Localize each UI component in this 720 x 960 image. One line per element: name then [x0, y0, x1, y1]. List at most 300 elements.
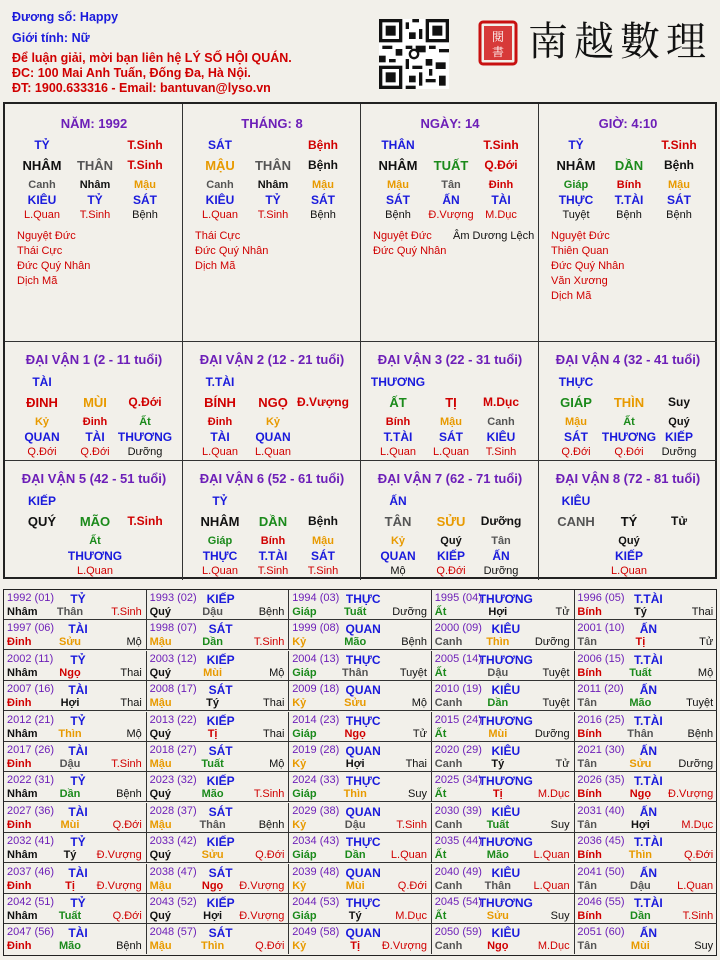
pillar-chi: THÂN [254, 158, 292, 173]
year-chi: Mão [629, 697, 652, 710]
year-label: 2002 (11) [7, 652, 54, 665]
pillar-can: NHÂM [378, 158, 418, 173]
year-cell [289, 620, 432, 650]
hidden-phase: Q.Đới [614, 446, 644, 458]
year-can: Nhâm [7, 606, 38, 618]
year-chi: Dậu [59, 758, 81, 770]
year-phase: Mộ [411, 697, 427, 710]
year-cell [432, 590, 575, 620]
year-chi: Tý [633, 606, 647, 618]
hidden-stem: Quý [618, 535, 640, 547]
pillar-phase-mid: Bệnh [308, 158, 338, 172]
year-phase: Suy [550, 910, 570, 922]
year-can: Canh [434, 636, 463, 649]
year-can: Nhâm [7, 788, 38, 801]
hidden-phase: Bệnh [666, 209, 692, 221]
year-label: 2016 (25) [577, 713, 625, 726]
year-phase: Q.Đới [683, 849, 714, 862]
hidden-star: TÀI [491, 193, 511, 207]
hidden-stem: Đinh [488, 179, 514, 191]
year-star: T.TÀI [634, 652, 663, 667]
year-star: TÀI [68, 865, 88, 880]
spirit-extra: Âm Dương Lệch [453, 230, 535, 242]
year-chi: Hợi [203, 910, 223, 922]
year-phase: T.Sinh [111, 758, 142, 770]
year-star: QUAN [345, 926, 381, 941]
year-phase: L.Quan [677, 879, 714, 892]
year-star: SÁT [208, 865, 233, 880]
pillar-cell [5, 104, 183, 342]
hidden-stem: Kỷ [265, 416, 281, 428]
year-chi: Mão [59, 940, 81, 953]
hidden-phase: L.Quan [610, 565, 648, 577]
hidden-phase: T.Sinh [485, 446, 517, 458]
year-phase: Tử [555, 758, 570, 770]
year-star: THỰC [345, 652, 381, 667]
pillar-title: NĂM: 1992 [60, 116, 128, 131]
year-label: 2006 (15) [577, 652, 625, 665]
hidden-stem: Đinh [82, 416, 108, 428]
year-label: 1999 (08) [292, 622, 340, 635]
year-star: KIẾP [206, 835, 235, 850]
year-star: ẤN [639, 622, 658, 637]
pillar-phase-top: T.Sinh [127, 138, 163, 152]
year-chi: Ngọ [59, 666, 81, 679]
year-phase: Đ.Vượng [96, 849, 142, 862]
year-star: THỰC [345, 896, 381, 910]
year-phase: Tuyệt [686, 697, 714, 710]
year-phase: M.Dục [537, 940, 570, 953]
year-label: 2014 (23) [292, 713, 340, 726]
spirit-star: Văn Xương [551, 275, 608, 287]
hidden-star: THƯƠNG [117, 430, 173, 444]
year-can: Canh [434, 818, 463, 831]
hidden-phase: Tuyệt [562, 209, 590, 221]
year-label: 2039 (48) [292, 865, 340, 878]
chart-panel [3, 102, 717, 579]
year-phase: Dưỡng [534, 636, 570, 649]
year-star: KIẾP [206, 774, 235, 789]
pillar-cell [183, 104, 361, 342]
dai-van-title: ĐẠI VẬN 3 (22 - 31 tuổi) [377, 352, 523, 367]
dai-van-title: ĐẠI VẬN 7 (62 - 71 tuổi) [377, 471, 523, 486]
year-cell [289, 772, 432, 802]
year-can: Mậu [149, 697, 172, 710]
dai-van-state: Bệnh [308, 514, 338, 528]
year-label: 2024 (33) [292, 774, 340, 787]
year-star: TÀI [68, 926, 88, 941]
hidden-stem: Ất [139, 416, 151, 428]
dai-van-cell [361, 342, 539, 461]
year-label: 2031 (40) [577, 804, 625, 817]
year-phase: M.Dục [537, 788, 570, 801]
year-can: Bính [577, 606, 602, 618]
spirit-star: Thiên Quan [551, 245, 609, 257]
hidden-star: KIÊU [27, 193, 57, 207]
hidden-stem: Mậu [134, 179, 156, 191]
year-chi: Tị [492, 788, 503, 801]
hidden-star: QUAN [255, 430, 291, 444]
pillar-title: NGÀY: 14 [420, 116, 480, 131]
hidden-star: QUAN [24, 430, 60, 444]
hidden-phase: Dưỡng [483, 565, 519, 577]
year-star: TÀI [68, 744, 88, 758]
dai-van-title: ĐẠI VẬN 2 (12 - 21 tuổi) [199, 352, 345, 367]
year-star: TÀI [68, 804, 88, 819]
year-can: Giáp [292, 788, 317, 801]
year-label: 2044 (53) [292, 896, 340, 908]
year-can: Đinh [7, 758, 32, 770]
year-label: 2034 (43) [292, 835, 340, 848]
year-phase: Q.Đới [255, 849, 285, 862]
year-chi: Sửu [486, 910, 509, 922]
year-cell [574, 833, 717, 863]
year-label: 2041 (50) [577, 865, 625, 878]
spirit-star: Dịch Mã [195, 260, 236, 272]
year-cell [4, 833, 147, 863]
year-label: 2022 (31) [7, 774, 55, 787]
year-chi: Tý [491, 758, 505, 770]
year-cell [574, 590, 717, 620]
year-star: QUAN [345, 744, 381, 758]
year-star: QUAN [345, 865, 381, 880]
pillar-phase-top: Bệnh [308, 138, 338, 152]
year-phase: M.Dục [395, 910, 427, 922]
hidden-star: TỶ [87, 193, 103, 207]
hidden-phase: T.Sinh [257, 565, 289, 577]
year-phase: Tuyệt [542, 697, 570, 710]
spirit-star: Nguyệt Đức [373, 230, 432, 242]
year-label: 2051 (60) [577, 926, 625, 939]
hidden-star: KIÊU [486, 430, 516, 444]
dai-van-chi: THÌN [613, 395, 645, 410]
dai-van-star: THƯƠNG [370, 375, 426, 389]
hidden-phase: Bệnh [385, 209, 411, 221]
year-star: KIÊU [491, 622, 521, 637]
year-phase: Đ.Vượng [239, 879, 285, 892]
year-label: 2001 (10) [577, 622, 625, 635]
brand-char: 南 [528, 19, 574, 65]
year-can: Kỷ [292, 940, 307, 953]
year-chi: Mùi [60, 818, 80, 831]
dai-van-chi: NGỌ [258, 395, 288, 410]
year-cell [432, 712, 575, 742]
dai-van-chi: MÙI [83, 395, 107, 410]
year-phase: Tử [412, 727, 427, 740]
year-can: Bính [577, 910, 602, 922]
year-label: 2005 (14) [434, 652, 482, 665]
year-star: QUAN [345, 622, 381, 637]
hidden-phase: Bệnh [132, 209, 158, 221]
dai-van-can: ĐINH [26, 395, 58, 410]
year-cell [574, 620, 717, 650]
dai-van-star: KIÊU [561, 494, 591, 508]
year-label: 1994 (03) [292, 592, 340, 604]
dai-van-state: Suy [667, 395, 691, 409]
year-cell [432, 742, 575, 772]
pillar-chi: THÂN [76, 158, 114, 173]
year-star: SÁT [208, 744, 233, 758]
hidden-stem: Canh [28, 179, 56, 191]
year-phase: L.Quan [390, 849, 427, 862]
year-label: 2047 (56) [7, 926, 55, 939]
year-label: 2026 (35) [577, 774, 625, 787]
year-chi: Tý [348, 910, 362, 922]
year-star: T.TÀI [634, 592, 663, 606]
year-label: 1996 (05) [577, 592, 625, 604]
hidden-stem: Bính [260, 535, 286, 547]
year-star: KIÊU [491, 744, 521, 758]
year-label: 2020 (29) [434, 744, 482, 756]
year-label: 2010 (19) [434, 683, 482, 696]
year-star: TÀI [68, 683, 88, 698]
year-label: 2023 (32) [149, 774, 197, 787]
hidden-star: KIÊU [205, 193, 235, 207]
year-can: Ất [434, 910, 447, 922]
pillar-can: NHÂM [22, 158, 62, 173]
year-phase: Bệnh [116, 940, 142, 953]
year-cell [147, 924, 290, 954]
year-can: Kỷ [292, 818, 307, 831]
year-cell [432, 894, 575, 924]
pillar-phase-mid: Bệnh [664, 158, 694, 172]
year-chi: Ngọ [201, 879, 224, 892]
hidden-stem: Nhâm [79, 179, 111, 191]
year-can: Giáp [292, 606, 317, 618]
year-cell [147, 864, 290, 894]
hidden-phase: L.Quan [23, 209, 61, 221]
year-cell [432, 833, 575, 863]
year-cell [289, 681, 432, 711]
year-chi: Dậu [344, 818, 366, 831]
year-can: Nhâm [7, 727, 38, 740]
dai-van-state: M.Dục [483, 395, 519, 409]
year-cell [4, 620, 147, 650]
year-chi: Tuất [629, 666, 652, 679]
year-phase: Q.Đới [112, 818, 142, 831]
year-cell [432, 651, 575, 681]
year-phase: Bệnh [401, 636, 427, 649]
year-can: Nhâm [7, 666, 38, 679]
year-can: Đinh [7, 818, 32, 831]
hidden-star: THỰC [558, 193, 594, 207]
brand-char: 理 [666, 19, 712, 65]
year-phase: T.Sinh [253, 636, 285, 649]
hidden-phase: Q.Đới [80, 446, 110, 458]
year-chi: Dậu [487, 666, 509, 679]
year-label: 2011 (20) [577, 683, 624, 696]
dai-van-title: ĐẠI VẬN 5 (42 - 51 tuổi) [21, 471, 167, 486]
hidden-stem: Giáp [207, 535, 233, 547]
header [0, 0, 720, 102]
year-chi: Dần [630, 910, 651, 922]
year-label: 2012 (21) [7, 713, 55, 726]
year-phase: Thai [120, 697, 142, 710]
hidden-stem: Bính [616, 179, 642, 191]
dai-van-can: BÍNH [204, 395, 236, 410]
year-phase: Tuyệt [399, 666, 427, 679]
year-star: QUAN [345, 683, 381, 698]
year-chi: Hợi [630, 818, 650, 831]
year-phase: M.Dục [681, 818, 714, 831]
hidden-phase: L.Quan [76, 565, 114, 577]
year-cell [574, 864, 717, 894]
year-can: Bính [577, 788, 602, 801]
year-phase: Bệnh [258, 818, 285, 831]
year-cell [289, 924, 432, 954]
year-phase: Mộ [269, 666, 285, 679]
pillar-star: TỶ [34, 138, 50, 152]
year-phase: T.Sinh [396, 818, 427, 831]
year-chi: Mão [344, 636, 367, 649]
hidden-phase: Bệnh [616, 209, 642, 221]
dai-van-state: Q.Đới [128, 395, 162, 409]
year-label: 2040 (49) [434, 865, 482, 878]
year-chi: Thìn [58, 727, 82, 740]
year-star: TỶ [70, 592, 86, 606]
year-chi: Thân [199, 818, 226, 831]
year-phase: Thai [120, 666, 142, 679]
year-label: 2045 (54) [434, 896, 482, 908]
year-phase: L.Quan [533, 849, 570, 862]
hidden-star: THƯƠNG [67, 549, 123, 563]
spirit-star: Nguyệt Đức [17, 230, 76, 242]
hidden-phase: L.Quan [432, 446, 470, 458]
year-cell [432, 772, 575, 802]
year-chi: Thân [627, 727, 654, 740]
year-chi: Tý [206, 697, 220, 710]
hidden-phase: Đ.Vượng [428, 209, 474, 221]
year-chi: Dậu [202, 606, 223, 618]
svg-text:書: 書 [491, 45, 505, 59]
year-phase: Thai [691, 606, 714, 618]
pillar-star: SÁT [208, 138, 232, 152]
hidden-stem: Mậu [312, 535, 334, 547]
year-cell [4, 924, 147, 954]
svg-text:閱: 閱 [491, 30, 505, 44]
year-chi: Dần [59, 788, 81, 801]
year-label: 1995 (04) [434, 592, 482, 604]
year-chi: Hợi [488, 606, 508, 618]
hidden-star: SÁT [311, 549, 335, 563]
year-cell [4, 590, 147, 620]
year-can: Ất [434, 727, 447, 740]
dai-van-star: T.TÀI [205, 375, 235, 389]
owner-name: Đương số: Happy [12, 10, 119, 24]
dai-van-state: Dưỡng [480, 514, 522, 528]
year-cell [289, 742, 432, 772]
year-phase: Q.Đới [397, 879, 427, 892]
year-phase: Suy [550, 818, 570, 831]
hidden-stem: Mậu [312, 179, 334, 191]
spirit-star: Đức Quý Nhân [551, 260, 625, 272]
year-label: 2046 (55) [577, 896, 625, 908]
year-can: Quý [149, 606, 171, 618]
year-star: KIẾP [206, 652, 235, 667]
year-cell [574, 894, 717, 924]
year-phase: Tuyệt [542, 666, 570, 679]
hidden-phase: L.Quan [254, 446, 292, 458]
year-can: Quý [149, 666, 171, 679]
year-can: Nhâm [7, 910, 38, 922]
pillar-phase-top: T.Sinh [661, 138, 697, 152]
year-star: TỶ [70, 652, 86, 667]
hidden-star: SÁT [667, 193, 691, 207]
dai-van-title: ĐẠI VẬN 1 (2 - 11 tuổi) [25, 352, 163, 367]
year-label: 2000 (09) [434, 622, 482, 635]
year-chi: Mão [201, 788, 224, 801]
pillar-phase-mid: T.Sinh [127, 158, 163, 172]
dai-van-title: ĐẠI VẬN 4 (32 - 41 tuổi) [555, 352, 701, 367]
year-phase: T.Sinh [682, 910, 714, 922]
year-cell [289, 864, 432, 894]
year-chi: Tý [63, 849, 77, 862]
year-phase: Thai [262, 697, 285, 710]
year-star: KIÊU [491, 683, 521, 698]
year-chi: Thìn [628, 849, 652, 862]
phone-email: ĐT: 1900.633316 - Email: bantuvan@lyso.vn [12, 81, 271, 95]
year-cell [147, 681, 290, 711]
year-star: ẤN [639, 804, 658, 819]
year-can: Quý [149, 910, 171, 922]
year-star: KIÊU [491, 926, 521, 941]
hidden-star: T.TÀI [383, 430, 413, 444]
pillar-star: THÂN [381, 138, 415, 152]
year-chi: Mão [486, 849, 509, 862]
dai-van-state: T.Sinh [127, 514, 163, 528]
year-chi: Dần [344, 849, 366, 862]
year-can: Giáp [292, 666, 317, 679]
year-cell [574, 681, 717, 711]
year-star: QUAN [345, 804, 381, 819]
year-phase: T.Sinh [253, 788, 285, 801]
year-star: THỰC [345, 774, 381, 789]
year-phase: Bệnh [258, 606, 285, 618]
year-star: ẤN [639, 926, 658, 941]
hidden-stem: Ất [89, 535, 101, 547]
dai-van-chi: MÃO [79, 514, 111, 529]
hidden-phase: Q.Đới [27, 446, 57, 458]
year-star: SÁT [208, 804, 233, 819]
year-chi: Tuất [58, 910, 82, 922]
pillar-chi: DẦN [614, 158, 644, 173]
year-label: 1998 (07) [149, 622, 197, 635]
year-label: 2035 (44) [434, 835, 482, 848]
year-can: Giáp [292, 727, 317, 740]
year-cell [147, 894, 290, 924]
year-label: 1993 (02) [149, 592, 197, 604]
year-cell [4, 894, 147, 924]
year-label: 2013 (22) [149, 713, 197, 726]
hidden-star: ẤN [492, 549, 510, 563]
pillar-star: TỶ [568, 138, 584, 152]
year-label: 2048 (57) [149, 926, 197, 939]
hidden-stem: Ất [623, 416, 635, 428]
year-star: SÁT [208, 926, 233, 941]
year-phase: Đ.Vượng [668, 788, 714, 801]
year-star: T.TÀI [634, 713, 663, 728]
hidden-star: TÀI [85, 430, 105, 444]
pillar-title: GIỜ: 4:10 [598, 116, 658, 131]
gender: Giới tính: Nữ [12, 31, 90, 45]
hidden-star: THƯƠNG [601, 430, 657, 444]
pillar-cell [539, 104, 717, 342]
year-chi: Tuất [201, 758, 224, 770]
year-chi: Mùi [488, 727, 508, 740]
year-phase: Thai [405, 758, 427, 770]
hidden-stem: Tân [491, 535, 511, 547]
year-can: Giáp [292, 849, 317, 862]
